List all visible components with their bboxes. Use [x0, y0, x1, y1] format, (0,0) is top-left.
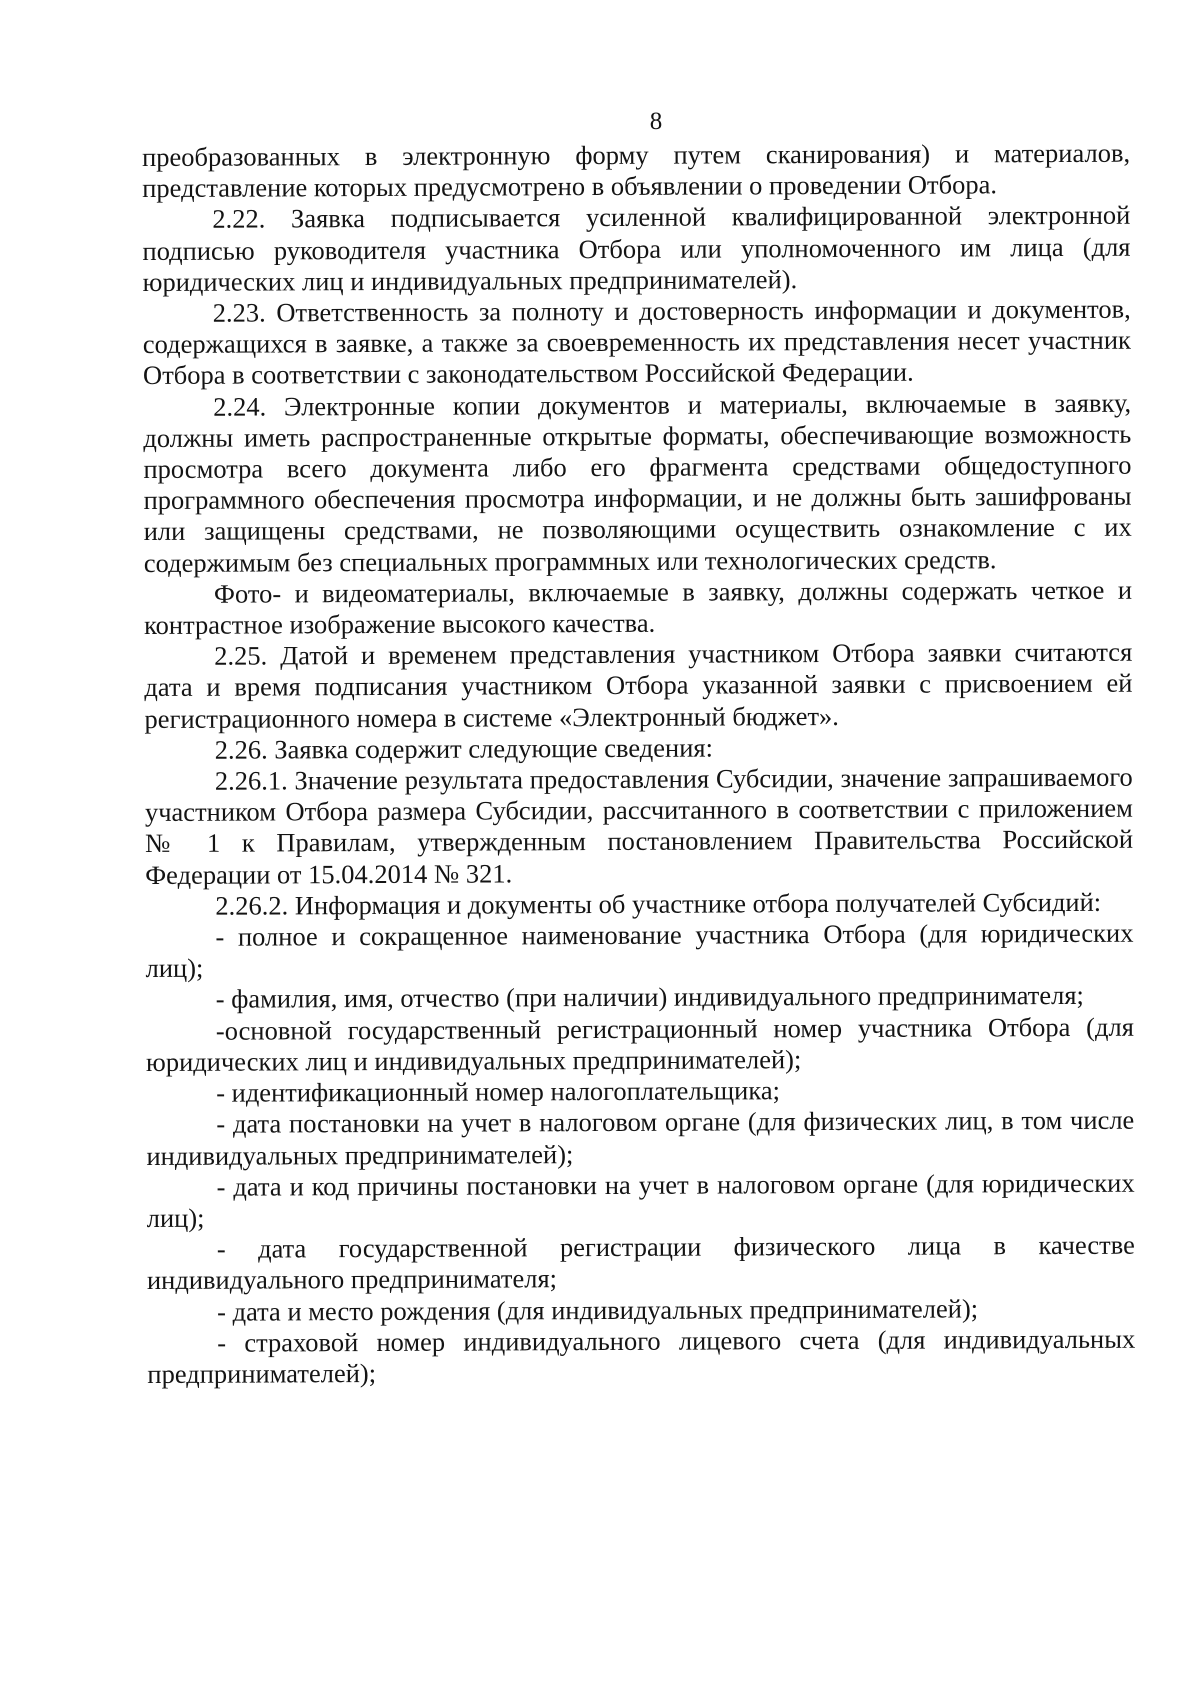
list-item: - фамилия, имя, отчество (при наличии) индивидуального предпринимателя;: [215, 980, 1084, 1015]
paragraph-2-26-1: 2.26.1. Значение результата предоставления Субсидии, значение запрашиваемого участником Отбора размера Субсидии, рассчитанного в соответствии с приложением № 1 к Правилам, утвержденным постановлением Правительства Российской Федерации от 15.04.2014 № 321.: [144, 761, 1134, 890]
list-item: - идентификационный номер налогоплательщика;: [216, 1075, 780, 1108]
paragraph-2-26-2: 2.26.2. Информация и документы об участнике отбора получателей Субсидий:: [215, 886, 1102, 921]
list-item: - дата и код причины постановки на учет в налоговом органе (для юридических лиц);: [146, 1167, 1135, 1233]
page-number: 8: [649, 108, 663, 135]
paragraph-2-22: 2.22. Заявка подписывается усиленной квалифицированной электронной подписью руководителя участника Отбора или уполномоченного им лица (для юридических лиц и индивидуальных предпринимателей).: [142, 200, 1131, 297]
list-item: - полное и сокращенное наименование участника Отбора (для юридических лиц);: [145, 917, 1134, 984]
list-item: -основной государственный регистрационный номер участника Отбора (для юридических лиц и индивидуальных предпринимателей);: [145, 1011, 1134, 1077]
paragraph-continuation: преобразованных в электронную форму путем сканирования) и материалов, представление которых предусмотрено в объявлении о проведении Отбора.: [142, 137, 1131, 204]
paragraph-2-25: 2.25. Датой и временем представления участником Отбора заявки считаются дата и время подписания участником Отбора указанной заявки с присвоением ей регистрационного номера в системе «Электронный бюджет».: [144, 636, 1133, 734]
list-item: - дата государственной регистрации физического лица в качестве индивидуального предпринимателя;: [146, 1229, 1135, 1296]
paragraph-2-23: 2.23. Ответственность за полноту и достоверность информации и документов, содержащихся в заявке, а также за своевременность их представления несет участник Отбора в соответствии с законодательством Российской Федерации.: [142, 293, 1131, 391]
document-body: [142, 138, 1135, 1390]
list-item: - дата постановки на учет в налоговом органе (для физических лиц, в том числе индивидуальных предпринимателей);: [146, 1104, 1135, 1171]
list-item: - дата и место рождения (для индивидуальных предпринимателей);: [217, 1292, 979, 1327]
list-item: - страховой номер индивидуального лицевого счета (для индивидуальных предпринимателей);: [147, 1323, 1136, 1389]
paragraph-photo-video: Фото- и видеоматериалы, включаемые в заявку, должны содержать четкое и контрастное изображение высокого качества.: [144, 574, 1133, 641]
paragraph-2-26: 2.26. Заявка содержит следующие сведения:: [214, 732, 713, 765]
paragraph-2-24: 2.24. Электронные копии документов и материалы, включаемые в заявку, должны иметь распространенные открытые форматы, обеспечивающие возможность просмотра всего документа либо его фрагмента средствами общедоступного программного обеспечения просмотра информации, и не должны быть зашифрованы или защищены средствами, не позволяющими осуществить ознакомление с их содержимым без специальных программных или технологических средств.: [143, 387, 1132, 578]
